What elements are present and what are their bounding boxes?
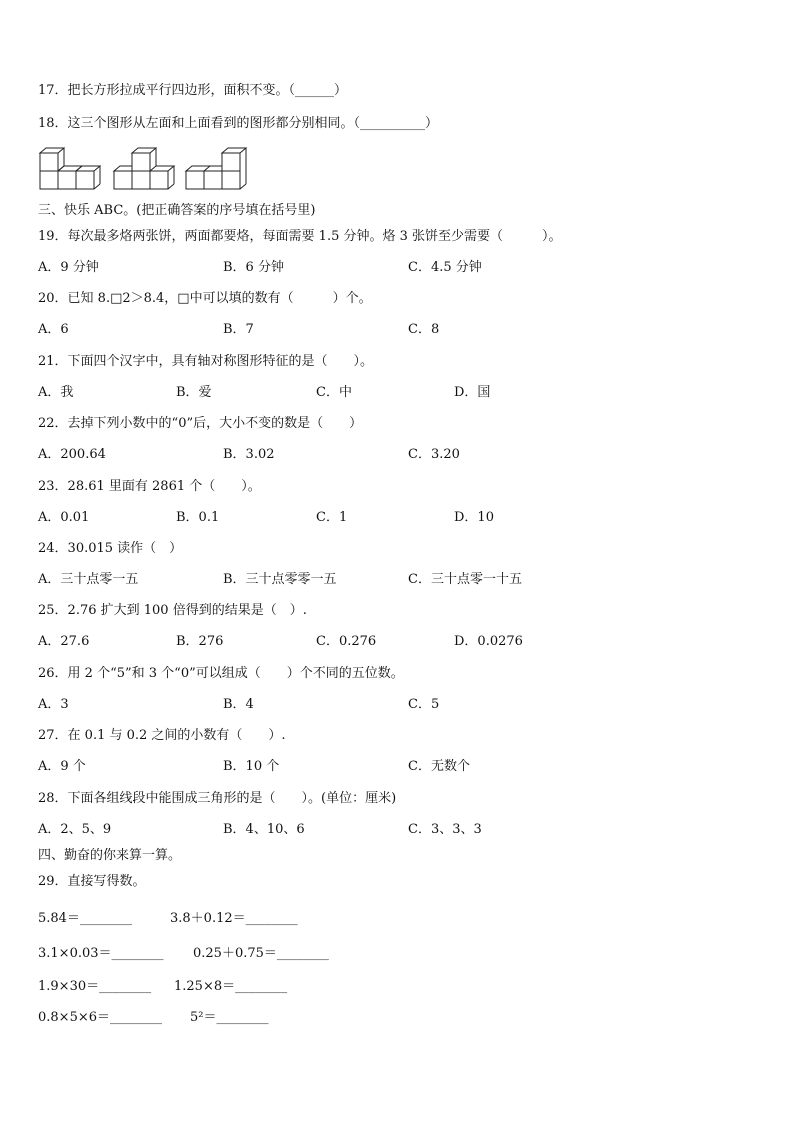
option-19-b: B．6 分钟 [223,260,284,275]
question-21: 21．下面四个汉字中，具有轴对称图形特征的是（ ）。 [38,354,374,369]
calc-1-1: 5.84＝________ [38,911,132,926]
question-23: 23．28.61 里面有 2861 个（ ）。 [38,479,261,494]
calc-3-1: 1.9×30＝________ [38,979,152,994]
option-23-a: A．0.01 [38,510,90,525]
question-17: 17．把长方形拉成平行四边形，面积不变。（______） [38,83,348,98]
option-19-c: C．4.5 分钟 [408,260,482,275]
question-19: 19．每次最多烙两张饼，两面都要烙，每面需要 1.5 分钟。烙 3 张饼至少需要（ ）。 [38,229,562,244]
question-27: 27．在 0.1 与 0.2 之间的小数有（ ）. [38,728,286,743]
option-25-b: B．276 [176,634,224,649]
cube-figure-1 [40,148,100,189]
question-25: 25．2.76 扩大到 100 倍得到的结果是（ ）. [38,603,307,618]
option-25-a: A．27.6 [38,634,90,649]
option-28-b: B．4、10、6 [223,822,305,837]
option-24-a: A．三十点零一五 [38,572,139,587]
option-21-a: A．我 [38,385,74,400]
calc-2-1: 3.1×0.03＝________ [38,946,164,961]
option-22-b: B．3.02 [223,447,275,462]
option-25-c: C．0.276 [316,634,377,649]
option-25-d: D．0.0276 [454,634,523,649]
option-27-c: C．无数个 [408,759,470,774]
question-26: 26．用 2 个“5”和 3 个“0”可以组成（ ）个不同的五位数。 [38,666,404,681]
question-22: 22．去掉下列小数中的“0”后，大小不变的数是（ ） [38,416,363,431]
section-4-heading: 四、勤奋的你来算一算。 [38,848,182,863]
option-28-c: C．3、3、3 [408,822,482,837]
option-23-b: B．0.1 [176,510,220,525]
option-27-a: A．9 个 [38,759,86,774]
option-23-c: C．1 [316,510,348,525]
option-26-a: A．3 [38,697,69,712]
calc-4-1: 0.8×5×6＝________ [38,1010,163,1025]
option-20-b: B．7 [223,322,254,337]
question-28: 28．下面各组线段中能围成三角形的是（ ）。(单位：厘米) [38,791,397,806]
option-21-b: B．爱 [176,385,212,400]
calc-1-2: 3.8＋0.12＝________ [170,911,298,926]
option-24-b: B．三十点零零一五 [223,572,337,587]
option-19-a: A．9 分钟 [38,260,99,275]
option-24-c: C．三十点零一十五 [408,572,522,587]
question-20: 20．已知 8.□2＞8.4，□中可以填的数有（ ）个。 [38,291,372,306]
option-26-b: B．4 [223,697,254,712]
option-26-c: C．5 [408,697,440,712]
option-20-a: A．6 [38,322,69,337]
calc-4-2: 5²＝________ [190,1010,269,1025]
cube-figure-2 [114,148,174,189]
option-28-a: A．2、5、9 [38,822,112,837]
cube-figure-3 [186,148,246,189]
section-3-heading: 三、快乐 ABC。(把正确答案的序号填在括号里) [38,203,316,218]
option-22-a: A．200.64 [38,447,106,462]
cube-figures [38,147,258,191]
calc-3-2: 1.25×8＝________ [174,979,288,994]
option-23-d: D．10 [454,510,494,525]
option-21-c: C．中 [316,385,352,400]
question-24: 24．30.015 读作（ ） [38,541,183,556]
option-21-d: D．国 [454,385,491,400]
option-27-b: B．10 个 [223,759,280,774]
calc-2-2: 0.25＋0.75＝________ [193,946,329,961]
question-18: 18．这三个图形从左面和上面看到的图形都分别相同。（__________） [38,116,439,131]
option-22-c: C．3.20 [408,447,460,462]
question-29: 29．直接写得数。 [38,874,146,889]
option-20-c: C．8 [408,322,440,337]
